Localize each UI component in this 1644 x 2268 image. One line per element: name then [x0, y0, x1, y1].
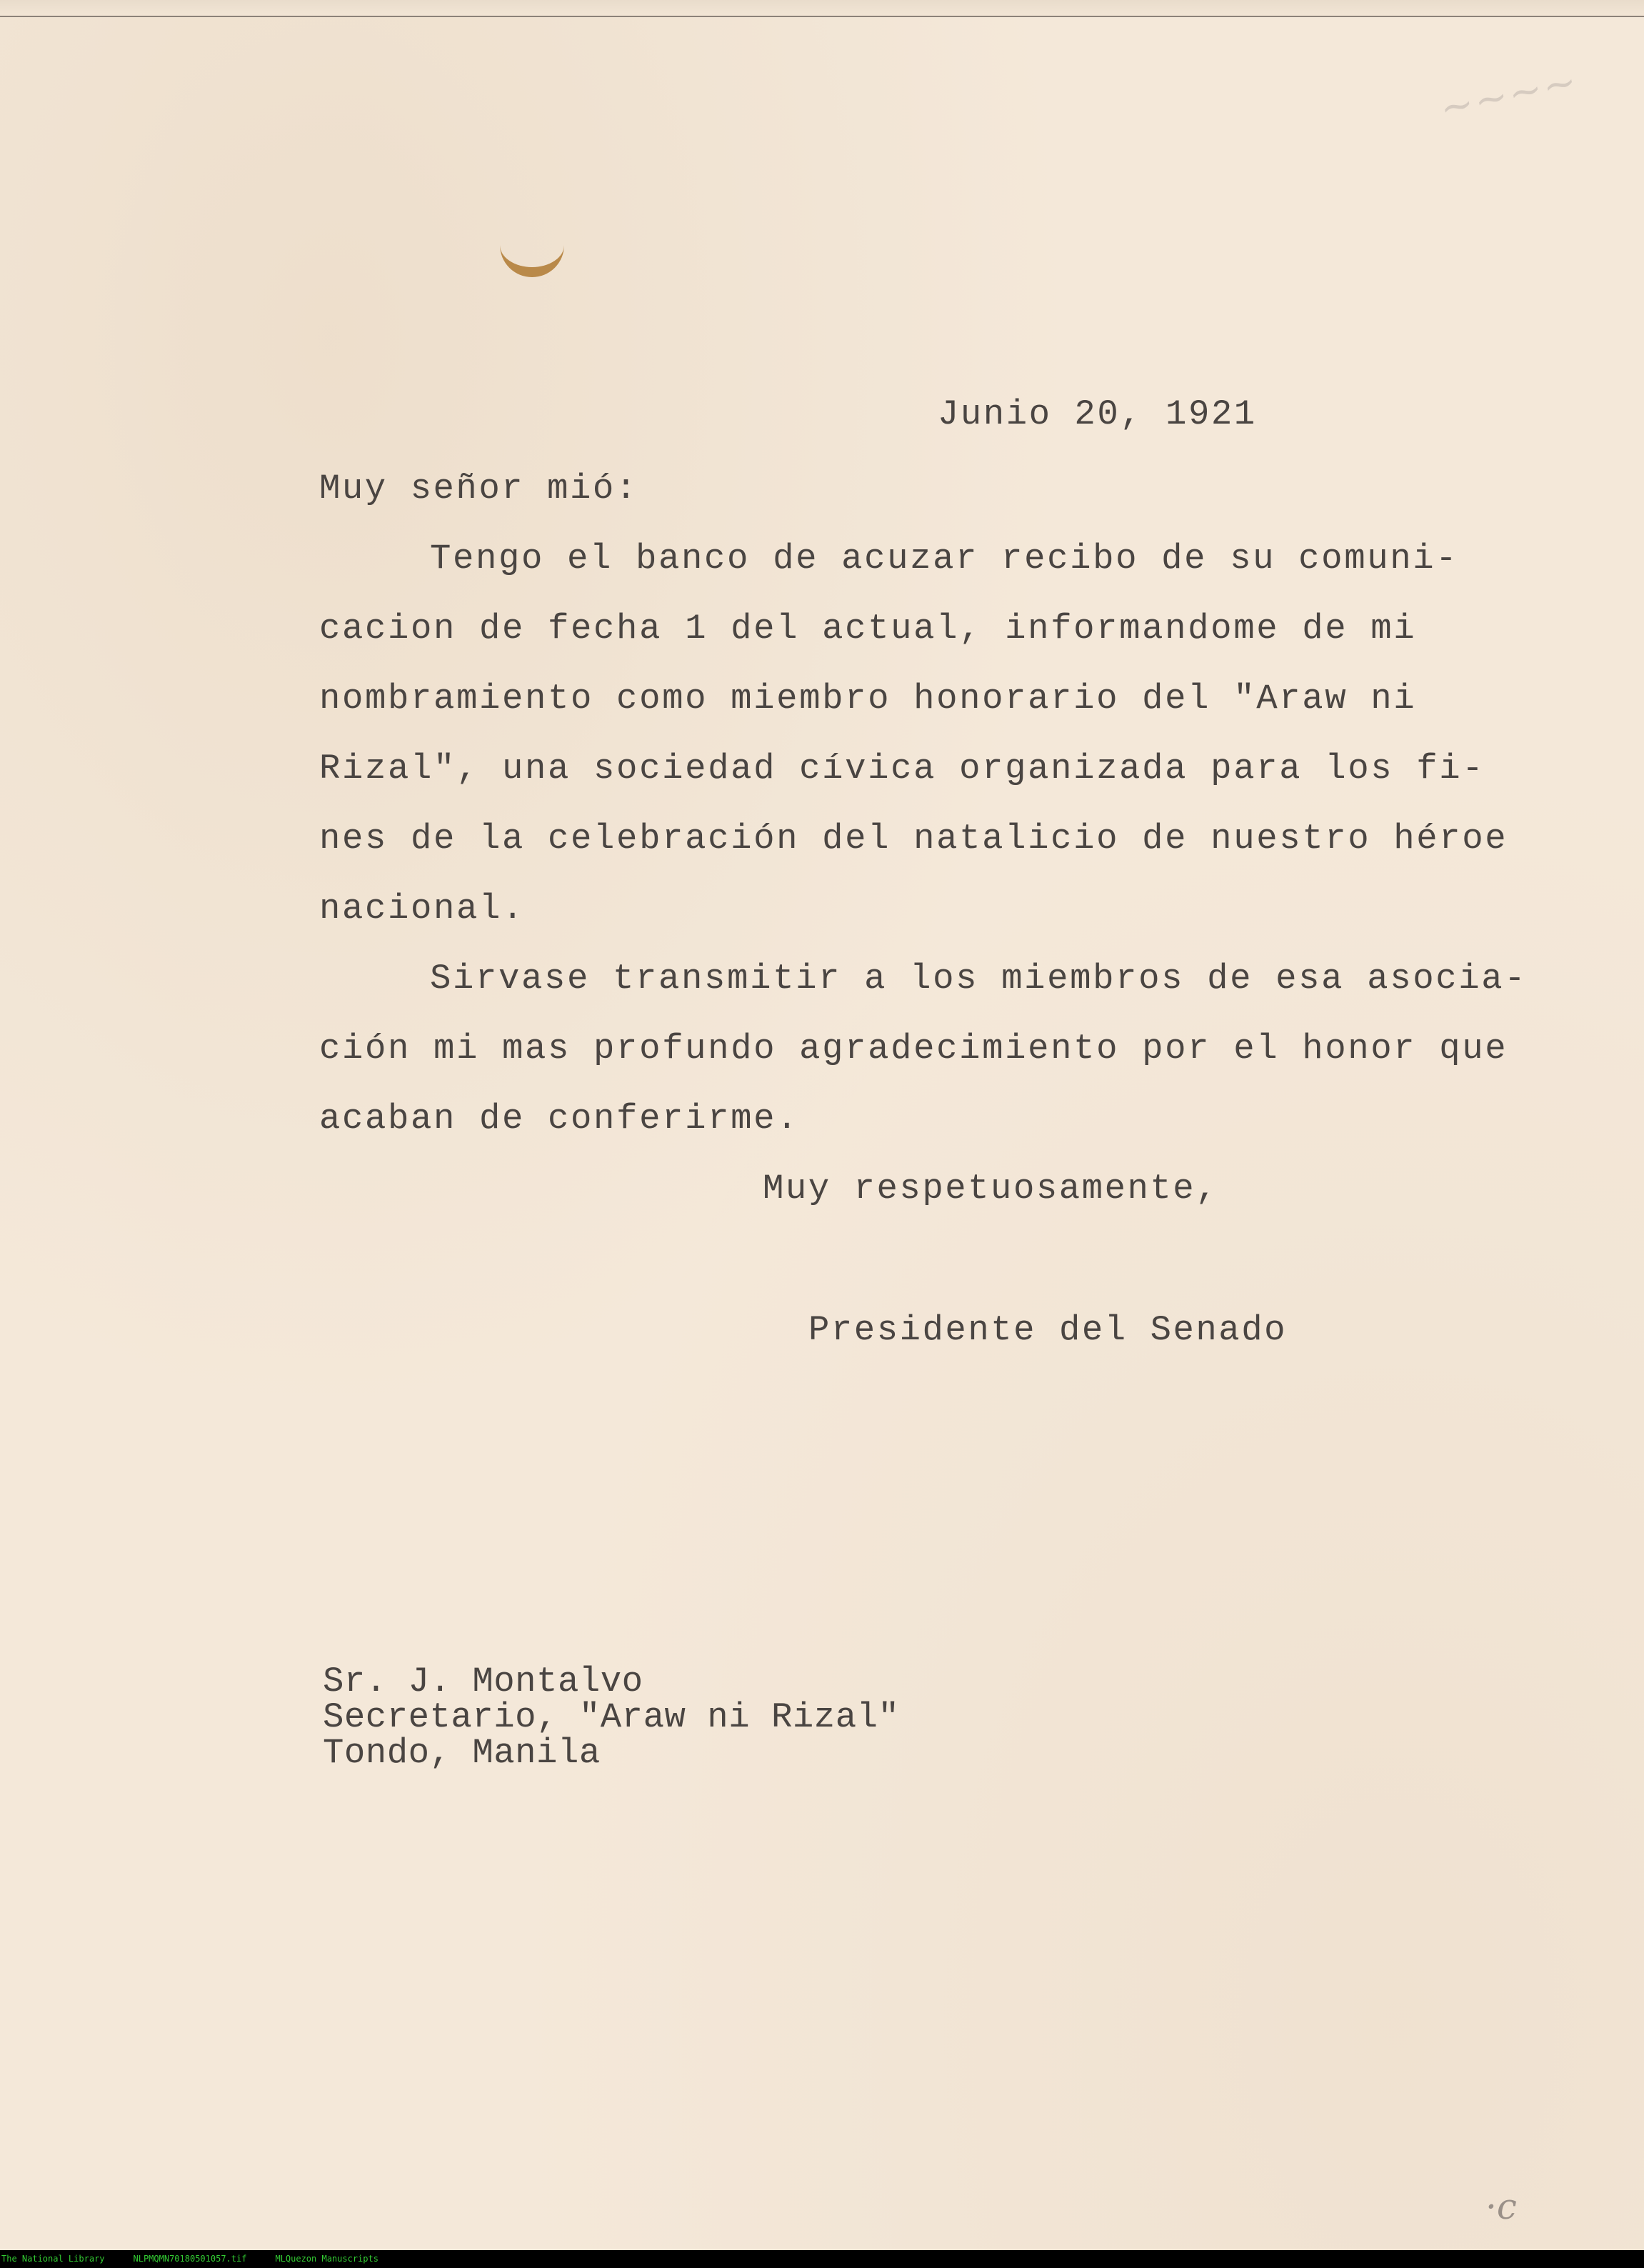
letter-closing: Muy respetuosamente, [763, 1169, 1219, 1209]
paragraph-line: ción mi mas profundo agradecimiento por el honor que [319, 1029, 1508, 1069]
letter-date: Junio 20, 1921 [938, 394, 1257, 434]
paragraph-line: Tengo el banco de acuzar recibo de su comuni- [430, 539, 1459, 579]
address-line: Secretario, "Araw ni Rizal" [323, 1697, 900, 1737]
paragraph-line: acaban de conferirme. [319, 1099, 800, 1139]
paragraph-line: Rizal", una sociedad cívica organizada para los fi- [319, 749, 1485, 789]
pencil-annotation: ~~~~ [1435, 58, 1583, 133]
scan-footer [0, 2250, 1644, 2268]
paperclip-stain [500, 243, 564, 277]
paragraph-line: nes de la celebración del natalicio de nuestro héroe [319, 819, 1508, 859]
page-top-edge [0, 0, 1644, 17]
footer-collection: MLQuezon Manuscripts [275, 2254, 379, 2264]
corner-pencil-mark: ·c [1485, 2186, 1517, 2227]
address-line: Sr. J. Montalvo [323, 1662, 643, 1702]
signature-title: Presidente del Senado [808, 1310, 1288, 1350]
letter-salutation: Muy señor mió: [319, 469, 638, 509]
address-line: Tondo, Manila [323, 1733, 601, 1773]
footer-institution: The National Library [1, 2254, 105, 2264]
paragraph-line: nombramiento como miembro honorario del "Araw ni [319, 679, 1417, 719]
footer-filename: NLPMQMN70180501057.tif [133, 2254, 247, 2264]
paragraph-line: Sirvase transmitir a los miembros de esa asocia- [430, 959, 1528, 999]
paragraph-line: cacion de fecha 1 del actual, informandome de mi [319, 609, 1417, 649]
paragraph-line: nacional. [319, 889, 526, 929]
